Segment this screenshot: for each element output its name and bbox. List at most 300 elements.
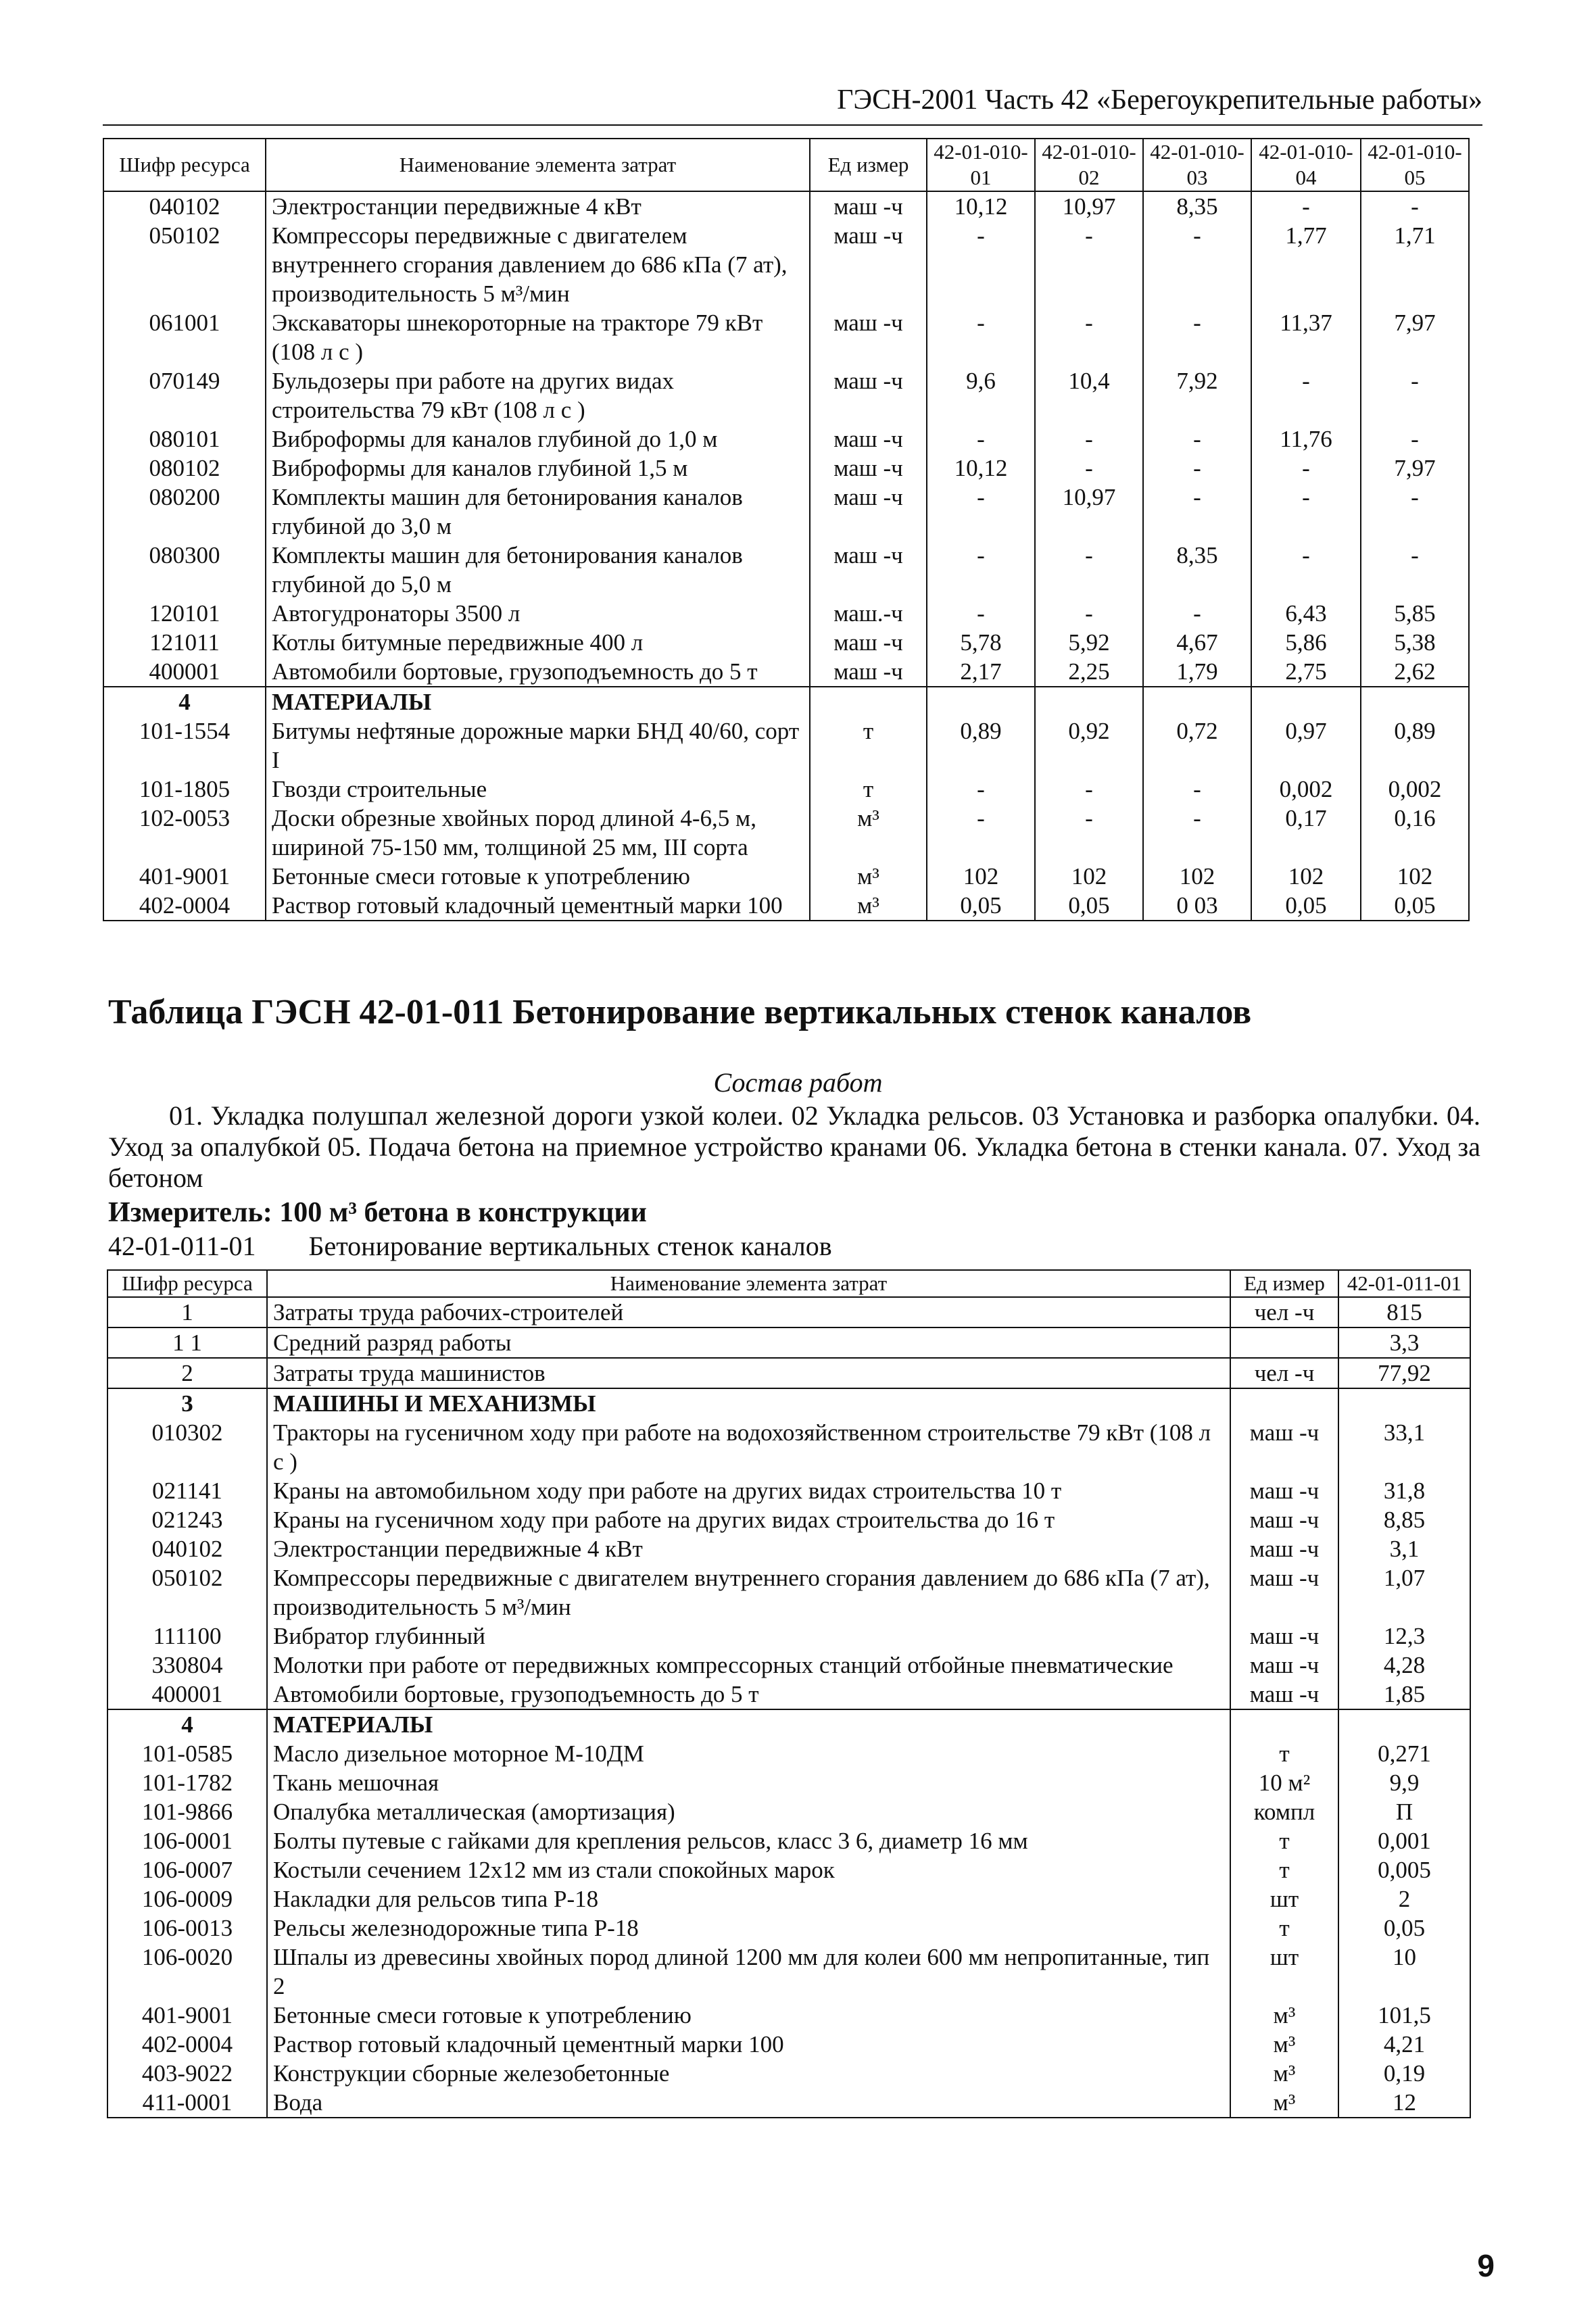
resource-name: Костыли сечением 12х12 мм из стали спокойных марок: [267, 1855, 1230, 1884]
unit: маш -ч: [1230, 1622, 1338, 1651]
column-header: Ед измер: [1230, 1270, 1338, 1297]
table-header-row: [107, 1270, 1470, 1297]
norm-value: -: [1143, 483, 1251, 541]
norm-value: -: [1035, 804, 1143, 862]
resource-name: Гвозди строительные: [266, 775, 810, 804]
norm-value: 9,9: [1338, 1768, 1470, 1797]
norm-value: [1338, 1388, 1470, 1418]
table-row: [107, 1768, 1470, 1797]
table-row: [107, 1358, 1470, 1388]
norm-value: П: [1338, 1797, 1470, 1826]
norm-value: [1035, 687, 1143, 716]
norm-value: -: [1361, 191, 1469, 221]
unit: т: [1230, 1855, 1338, 1884]
column-header: 42-01-010-03: [1143, 139, 1251, 191]
norm-value: 5,86: [1251, 628, 1361, 657]
unit: шт: [1230, 1884, 1338, 1914]
resource-code: 101-1554: [103, 716, 266, 775]
resource-name: Раствор готовый кладочный цементный марки 100: [267, 2030, 1230, 2059]
norm-value: -: [1143, 454, 1251, 483]
work-composition-heading: Состав работ: [713, 1067, 883, 1098]
resource-name: Накладки для рельсов типа Р-18: [267, 1884, 1230, 1914]
norm-value: -: [1251, 483, 1361, 541]
unit: м³: [810, 862, 927, 891]
table-row: [103, 191, 1469, 221]
resource-name: Рельсы железнодорожные типа Р-18: [267, 1914, 1230, 1943]
norm-value: 0,05: [1035, 891, 1143, 921]
norm-value: -: [927, 483, 1035, 541]
norm-value: 0,19: [1338, 2059, 1470, 2088]
table-row: [107, 1651, 1470, 1680]
table-row: [107, 1476, 1470, 1505]
column-header: Ед измер: [810, 139, 927, 191]
norm-value: 1,77: [1251, 221, 1361, 308]
table-row: [107, 1327, 1470, 1358]
norm-value: -: [1143, 804, 1251, 862]
norm-value: 2: [1338, 1884, 1470, 1914]
column-header: 42-01-010-01: [927, 139, 1035, 191]
table-row: [103, 483, 1469, 541]
unit: маш -ч: [810, 308, 927, 366]
resource-code: 106-0001: [107, 1826, 267, 1855]
table-row: [107, 1826, 1470, 1855]
resource-code: 040102: [107, 1534, 267, 1563]
resource-code: 330804: [107, 1651, 267, 1680]
unit: [1230, 1709, 1338, 1739]
resource-code: 101-0585: [107, 1739, 267, 1768]
resource-name: Болты путевые с гайками для крепления рельсов, класс 3 6, диаметр 16 мм: [267, 1826, 1230, 1855]
norm-value: -: [1035, 308, 1143, 366]
unit: м³: [1230, 2059, 1338, 2088]
table-row: [103, 366, 1469, 424]
table-row: [103, 775, 1469, 804]
resource-name: Котлы битумные передвижные 400 л: [266, 628, 810, 657]
resource-code: 021141: [107, 1476, 267, 1505]
unit: маш -ч: [810, 221, 927, 308]
norm-value: -: [927, 599, 1035, 628]
norm-value: 10,12: [927, 454, 1035, 483]
norm-value: -: [1361, 483, 1469, 541]
section-row: [103, 687, 1469, 716]
table-row: [103, 221, 1469, 308]
table-row: [107, 1855, 1470, 1884]
table-row: [103, 657, 1469, 687]
resource-name: Тракторы на гусеничном ходу при работе на водохозяйственном строительстве 79 кВт (108 л с ): [267, 1418, 1230, 1476]
norm-value: 2,25: [1035, 657, 1143, 687]
table-row: [103, 541, 1469, 599]
table-row: [103, 716, 1469, 775]
norm-value: -: [927, 308, 1035, 366]
unit: чел -ч: [1230, 1358, 1338, 1388]
resource-name: Комплекты машин для бетонирования каналов глубиной до 5,0 м: [266, 541, 810, 599]
resource-name: МАТЕРИАЛЫ: [267, 1709, 1230, 1739]
column-header: Наименование элемента затрат: [266, 139, 810, 191]
norm-code: 42-01-011-01: [108, 1231, 256, 1261]
resource-name: Краны на автомобильном ходу при работе на других видах строительства 10 т: [267, 1476, 1230, 1505]
table-row: [107, 2001, 1470, 2030]
norm-value: 11,37: [1251, 308, 1361, 366]
unit: маш -ч: [1230, 1534, 1338, 1563]
norm-value: 1,07: [1338, 1563, 1470, 1622]
resource-code: 1 1: [107, 1327, 267, 1358]
resource-name: Ткань мешочная: [267, 1768, 1230, 1797]
resource-code: 2: [107, 1358, 267, 1388]
table-row: [107, 1797, 1470, 1826]
norm-value: -: [1143, 221, 1251, 308]
unit: маш -ч: [810, 424, 927, 454]
header-rule: [103, 124, 1482, 126]
norm-value: 10,97: [1035, 483, 1143, 541]
resource-code: 401-9001: [103, 862, 266, 891]
resource-code: 106-0007: [107, 1855, 267, 1884]
unit: маш -ч: [1230, 1476, 1338, 1505]
resource-name: Вибратор глубинный: [267, 1622, 1230, 1651]
unit: чел -ч: [1230, 1297, 1338, 1327]
resource-code: 050102: [103, 221, 266, 308]
resource-name: Затраты труда машинистов: [267, 1358, 1230, 1388]
norm-value: 0,92: [1035, 716, 1143, 775]
resource-name: Масло дизельное моторное М-10ДМ: [267, 1739, 1230, 1768]
resource-name: Компрессоры передвижные с двигателем внутреннего сгорания давлением до 686 кПа (7 ат), производительность 5 м³/мин: [267, 1563, 1230, 1622]
running-header: ГЭСН-2001 Часть 42 «Берегоукрепительные работы»: [837, 84, 1482, 116]
norm-code-line: [108, 1230, 832, 1262]
norm-value: -: [1035, 221, 1143, 308]
norm-value: 5,92: [1035, 628, 1143, 657]
table-row: [103, 862, 1469, 891]
norm-value: 0,16: [1361, 804, 1469, 862]
norm-value: 10,4: [1035, 366, 1143, 424]
unit: маш -ч: [1230, 1651, 1338, 1680]
page-number: 9: [1477, 2248, 1495, 2283]
resource-name: МАТЕРИАЛЫ: [266, 687, 810, 716]
norm-value: -: [1143, 424, 1251, 454]
norm-value: 5,78: [927, 628, 1035, 657]
resource-code: 040102: [103, 191, 266, 221]
norm-value: 0,002: [1361, 775, 1469, 804]
table-row: [103, 454, 1469, 483]
unit: м³: [810, 804, 927, 862]
resource-name: Конструкции сборные железобетонные: [267, 2059, 1230, 2088]
resource-code: 111100: [107, 1622, 267, 1651]
resource-name: Битумы нефтяные дорожные марки БНД 40/60, сорт I: [266, 716, 810, 775]
resource-name: Электростанции передвижные 4 кВт: [267, 1534, 1230, 1563]
norm-value: -: [1361, 366, 1469, 424]
norm-value: 2,17: [927, 657, 1035, 687]
resource-name: Вода: [267, 2088, 1230, 2118]
resource-code: 4: [107, 1709, 267, 1739]
resource-code: 010302: [107, 1418, 267, 1476]
table-row: [107, 1914, 1470, 1943]
table-row: [107, 2059, 1470, 2088]
norm-value: -: [1143, 775, 1251, 804]
section-row: [107, 1709, 1470, 1739]
norm-value: -: [927, 221, 1035, 308]
unit: маш.-ч: [810, 599, 927, 628]
resource-table-42-01-010: [103, 138, 1470, 921]
resource-code: 120101: [103, 599, 266, 628]
norm-value: [1338, 1709, 1470, 1739]
norm-value: 8,35: [1143, 541, 1251, 599]
norm-value: 101,5: [1338, 2001, 1470, 2030]
norm-value: [1143, 687, 1251, 716]
resource-code: 402-0004: [103, 891, 266, 921]
norm-value: 8,35: [1143, 191, 1251, 221]
norm-value: -: [927, 775, 1035, 804]
norm-value: -: [1251, 454, 1361, 483]
unit: т: [810, 775, 927, 804]
unit: т: [810, 716, 927, 775]
unit: м³: [810, 891, 927, 921]
norm-value: 9,6: [927, 366, 1035, 424]
norm-value: 7,92: [1143, 366, 1251, 424]
resource-code: 050102: [107, 1563, 267, 1622]
table-row: [107, 1563, 1470, 1622]
table-row: [107, 2030, 1470, 2059]
column-header: 42-01-011-01: [1338, 1270, 1470, 1297]
resource-code: 400001: [103, 657, 266, 687]
unit: маш -ч: [810, 628, 927, 657]
resource-code: 106-0020: [107, 1943, 267, 2001]
resource-name: Автомобили бортовые, грузоподъемность до 5 т: [266, 657, 810, 687]
norm-value: 10,97: [1035, 191, 1143, 221]
table-row: [107, 1297, 1470, 1327]
unit: м³: [1230, 2001, 1338, 2030]
unit: маш -ч: [1230, 1680, 1338, 1709]
norm-value: 102: [1251, 862, 1361, 891]
resource-name: Автогудронаторы 3500 л: [266, 599, 810, 628]
unit: т: [1230, 1739, 1338, 1768]
resource-name: Автомобили бортовые, грузоподъемность до 5 т: [267, 1680, 1230, 1709]
table-row: [107, 1739, 1470, 1768]
resource-code: 411-0001: [107, 2088, 267, 2118]
table-row: [103, 599, 1469, 628]
unit: маш -ч: [810, 454, 927, 483]
norm-value: 0,271: [1338, 1739, 1470, 1768]
resource-code: 101-1782: [107, 1768, 267, 1797]
norm-value: 0,89: [1361, 716, 1469, 775]
norm-value: 0,005: [1338, 1855, 1470, 1884]
table-row: [107, 1943, 1470, 2001]
norm-value: 815: [1338, 1297, 1470, 1327]
resource-code: 403-9022: [107, 2059, 267, 2088]
unit: маш -ч: [810, 657, 927, 687]
unit: м³: [1230, 2030, 1338, 2059]
norm-value: [1361, 687, 1469, 716]
norm-value: 0,05: [927, 891, 1035, 921]
resource-code: 400001: [107, 1680, 267, 1709]
norm-description: Бетонирование вертикальных стенок каналов: [308, 1231, 832, 1261]
norm-value: 8,85: [1338, 1505, 1470, 1534]
resource-name: Бульдозеры при работе на других видах строительства 79 кВт (108 л с ): [266, 366, 810, 424]
norm-value: 11,76: [1251, 424, 1361, 454]
table-row: [107, 1680, 1470, 1709]
table-row: [103, 628, 1469, 657]
table-row: [103, 804, 1469, 862]
unit: маш -ч: [1230, 1418, 1338, 1476]
norm-value: 31,8: [1338, 1476, 1470, 1505]
resource-name: Шпалы из древесины хвойных пород длиной 1200 мм для колеи 600 мм непропитанные, тип 2: [267, 1943, 1230, 2001]
norm-value: 4,28: [1338, 1651, 1470, 1680]
norm-value: 0,72: [1143, 716, 1251, 775]
norm-value: 10,12: [927, 191, 1035, 221]
norm-value: -: [1251, 366, 1361, 424]
norm-value: 33,1: [1338, 1418, 1470, 1476]
resource-code: 080300: [103, 541, 266, 599]
norm-value: 5,85: [1361, 599, 1469, 628]
norm-value: 102: [1361, 862, 1469, 891]
resource-name: Бетонные смеси готовые к употреблению: [267, 2001, 1230, 2030]
resource-name: Затраты труда рабочих-строителей: [267, 1297, 1230, 1327]
table-row: [107, 1505, 1470, 1534]
resource-name: Экскаваторы шнекороторные на тракторе 79 кВт (108 л с ): [266, 308, 810, 366]
measurer-line: Измеритель: 100 м³ бетона в конструкции: [108, 1197, 647, 1228]
unit: маш -ч: [810, 541, 927, 599]
norm-value: 12,3: [1338, 1622, 1470, 1651]
norm-value: -: [1035, 541, 1143, 599]
column-header: 42-01-010-05: [1361, 139, 1469, 191]
resource-name: Доски обрезные хвойных пород длиной 4-6,5 м, шириной 75-150 мм, толщиной 25 мм, III сорта: [266, 804, 810, 862]
unit: [1230, 1388, 1338, 1418]
resource-code: 102-0053: [103, 804, 266, 862]
column-header: Шифр ресурса: [107, 1270, 267, 1297]
table-row: [107, 1622, 1470, 1651]
norm-value: -: [927, 804, 1035, 862]
norm-value: 0 03: [1143, 891, 1251, 921]
unit: [1230, 1327, 1338, 1358]
unit: т: [1230, 1914, 1338, 1943]
resource-code: 402-0004: [107, 2030, 267, 2059]
resource-name: Краны на гусеничном ходу при работе на других видах строительства до 16 т: [267, 1505, 1230, 1534]
unit: т: [1230, 1826, 1338, 1855]
norm-value: 7,97: [1361, 454, 1469, 483]
unit: маш -ч: [810, 483, 927, 541]
unit: маш -ч: [810, 191, 927, 221]
resource-code: 061001: [103, 308, 266, 366]
work-composition-text: 01. Укладка полушпал железной дороги узкой колеи. 02 Укладка рельсов. 03 Установка и разборка опалубки. 04. Уход за опалубкой 05. Подача бетона на приемное устройство кранами 06. Укладка бетона в стенки канала. 07. Уход за бетоном: [108, 1100, 1480, 1193]
unit: 10 м²: [1230, 1768, 1338, 1797]
table-header-row: [103, 139, 1469, 191]
table-row: [103, 308, 1469, 366]
column-header: 42-01-010-02: [1035, 139, 1143, 191]
table-row: [103, 891, 1469, 921]
resource-code: 101-1805: [103, 775, 266, 804]
norm-value: 6,43: [1251, 599, 1361, 628]
resource-code: 021243: [107, 1505, 267, 1534]
norm-value: -: [1143, 599, 1251, 628]
resource-code: 106-0013: [107, 1914, 267, 1943]
norm-value: 4,67: [1143, 628, 1251, 657]
unit: м³: [1230, 2088, 1338, 2118]
resource-code: 070149: [103, 366, 266, 424]
norm-value: [927, 687, 1035, 716]
resource-name: Электростанции передвижные 4 кВт: [266, 191, 810, 221]
norm-value: -: [1035, 775, 1143, 804]
resource-code: 121011: [103, 628, 266, 657]
resource-name: Бетонные смеси готовые к употреблению: [266, 862, 810, 891]
table-title: Таблица ГЭСН 42-01-011 Бетонирование вертикальных стенок каналов: [108, 993, 1252, 1031]
resource-code: 106-0009: [107, 1884, 267, 1914]
norm-value: -: [1361, 424, 1469, 454]
resource-name: Средний разряд работы: [267, 1327, 1230, 1358]
norm-value: 4,21: [1338, 2030, 1470, 2059]
resource-name: Раствор готовый кладочный цементный марки 100: [266, 891, 810, 921]
column-header: Наименование элемента затрат: [267, 1270, 1230, 1297]
unit: маш -ч: [1230, 1505, 1338, 1534]
norm-value: 77,92: [1338, 1358, 1470, 1388]
norm-value: 10: [1338, 1943, 1470, 2001]
norm-value: 2,62: [1361, 657, 1469, 687]
norm-value: -: [927, 541, 1035, 599]
norm-value: 1,85: [1338, 1680, 1470, 1709]
resource-code: 3: [107, 1388, 267, 1418]
norm-value: 0,05: [1338, 1914, 1470, 1943]
resource-name: Молотки при работе от передвижных компрессорных станций отбойные пневматические: [267, 1651, 1230, 1680]
norm-value: -: [1361, 541, 1469, 599]
resource-code: 080200: [103, 483, 266, 541]
resource-code: 4: [103, 687, 266, 716]
norm-value: 0,05: [1361, 891, 1469, 921]
column-header: Шифр ресурса: [103, 139, 266, 191]
norm-value: 102: [1143, 862, 1251, 891]
unit: шт: [1230, 1943, 1338, 2001]
norm-value: -: [1251, 541, 1361, 599]
unit: [810, 687, 927, 716]
norm-value: 0,002: [1251, 775, 1361, 804]
unit: маш -ч: [1230, 1563, 1338, 1622]
norm-value: 2,75: [1251, 657, 1361, 687]
norm-value: -: [1035, 599, 1143, 628]
resource-name: Компрессоры передвижные с двигателем внутреннего сгорания давлением до 686 кПа (7 ат), производительность 5 м³/мин: [266, 221, 810, 308]
norm-value: 12: [1338, 2088, 1470, 2118]
resource-table-42-01-011: [107, 1269, 1471, 2118]
norm-value: 0,001: [1338, 1826, 1470, 1855]
norm-value: 102: [927, 862, 1035, 891]
resource-code: 101-9866: [107, 1797, 267, 1826]
table-row: [107, 1418, 1470, 1476]
norm-value: 0,05: [1251, 891, 1361, 921]
table-row: [103, 424, 1469, 454]
resource-code: 1: [107, 1297, 267, 1327]
norm-value: -: [927, 424, 1035, 454]
resource-code: 080101: [103, 424, 266, 454]
resource-code: 080102: [103, 454, 266, 483]
resource-code: 401-9001: [107, 2001, 267, 2030]
norm-value: -: [1035, 424, 1143, 454]
resource-name: Виброформы для каналов глубиной до 1,0 м: [266, 424, 810, 454]
unit: маш -ч: [810, 366, 927, 424]
section-row: [107, 1388, 1470, 1418]
norm-value: 0,17: [1251, 804, 1361, 862]
resource-name: Комплекты машин для бетонирования каналов глубиной до 3,0 м: [266, 483, 810, 541]
resource-name: Виброформы для каналов глубиной 1,5 м: [266, 454, 810, 483]
resource-name: МАШИНЫ И МЕХАНИЗМЫ: [267, 1388, 1230, 1418]
norm-value: -: [1035, 454, 1143, 483]
unit: компл: [1230, 1797, 1338, 1826]
norm-value: 5,38: [1361, 628, 1469, 657]
table-row: [107, 1884, 1470, 1914]
resource-name: Опалубка металлическая (амортизация): [267, 1797, 1230, 1826]
norm-value: 102: [1035, 862, 1143, 891]
norm-value: 0,97: [1251, 716, 1361, 775]
table-row: [107, 2088, 1470, 2118]
column-header: 42-01-010-04: [1251, 139, 1361, 191]
norm-value: 0,89: [927, 716, 1035, 775]
norm-value: 1,71: [1361, 221, 1469, 308]
norm-value: 1,79: [1143, 657, 1251, 687]
norm-value: 3,3: [1338, 1327, 1470, 1358]
norm-value: 7,97: [1361, 308, 1469, 366]
norm-value: -: [1143, 308, 1251, 366]
